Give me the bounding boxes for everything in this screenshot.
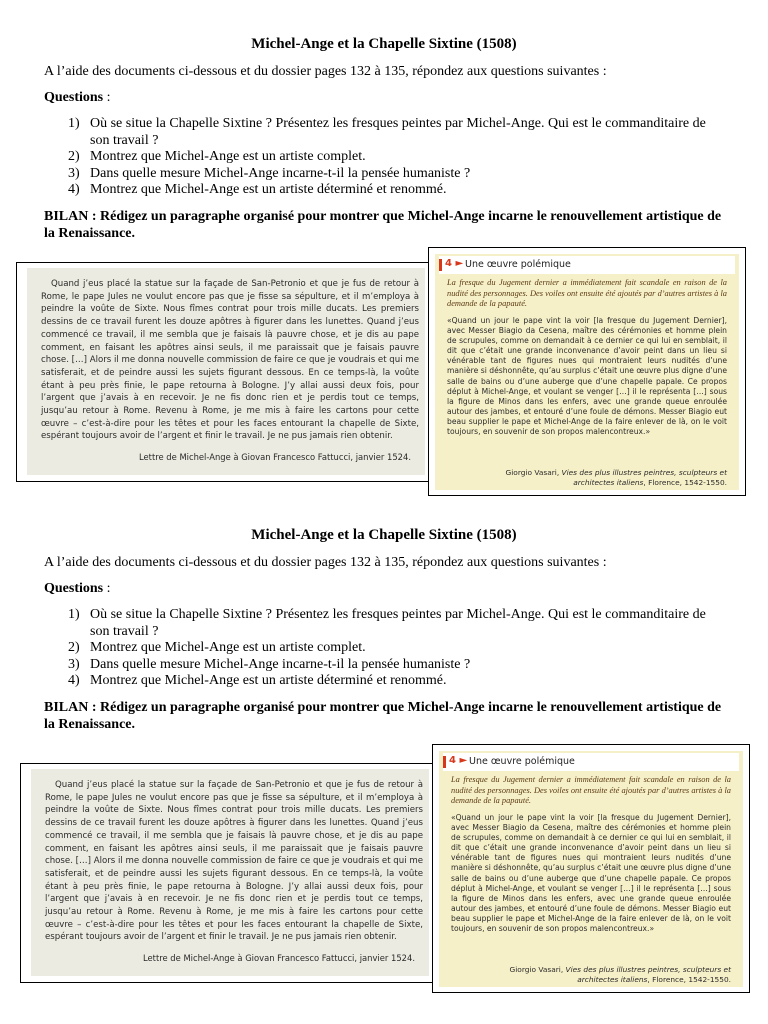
document-vasari [428,247,746,496]
letter-text: Quand j’eus placé la statue sur la façade de San-Petronio et que je fus de retour à Rome, le pape Jules ne voulut encore pas que je fisse sa sépulture, et il m’employa à peindre la voûte de Sixte. Nous fîmes contrat pour trois mille ducats. Les premiers dessins de ce travail furent les douze apôtres à figurer dans les lunettes. Quand j’eus commencé ce travail, il me sembla que je faisais là pauvre chose, et je dis au pape comment, en faisant les apôtres ainsi seuls, il me paraissait que je faisais pauvre chose. […] Alors il me donna nouvelle commission de faire ce que je voudrais et qui me satisferait, et de peindre aussi les sujets figurant dessous. En ce temps-là, la voûte étant à peu près finie, le pape retourna à Bologne. J’y allai aussi deux fois, pour l’argent que j’avais à en recevoir. Je ne fis donc rien et je perdis tout ce temps, jusqu’au retour à Rome. Revenu à Rome, je me mis à faire les cartons pour cette œuvre – c’est-à-dire pour les têtes et pour les faces entourant la chapelle de Sixte, espérant toujours avoir de l’argent et finir le travail. Je ne pus jamais rien obtenir. [45,780,423,943]
question-text: Montrez que Michel-Ange est un artiste déterminé et renommé. [90,673,447,688]
vasari-header [439,256,735,274]
question-item [44,166,724,183]
question-item [44,657,724,674]
vasari-intro: La fresque du Jugement dernier a immédiatement fait scandale en raison de la nudité des personnages. Des voiles ont ensuite été ajoutés par d’autres artistes à la demande de la papauté. [451,775,731,805]
question-number: 2) [68,640,80,655]
question-item [44,640,724,657]
letter-source: Lettre de Michel-Ange à Giovan Francesco Fattucci, janvier 1524. [139,452,411,463]
question-item [44,673,724,690]
question-text: Dans quelle mesure Michel-Ange incarne-t-il la pensée humaniste ? [90,165,471,181]
questions-suffix: : [103,581,111,596]
vasari-heading: Une œuvre polémique [469,756,575,767]
question-text: Dans quelle mesure Michel-Ange incarne-t-il la pensée humaniste ? [90,656,471,672]
questions-label: Questions [44,581,104,596]
question-number: 1) [68,116,80,131]
questions-label: Questions [44,90,104,105]
letter-text: Quand j’eus placé la statue sur la façade de San-Petronio et que je fus de retour à Rome, le pape Jules ne voulut encore pas que je fisse sa sépulture, et il m’employa à peindre la voûte de Sixte. Nous fîmes contrat pour trois mille ducats. Les premiers dessins de ce travail furent les douze apôtres à figurer dans les lunettes. Quand j’eus commencé ce travail, il me sembla que je faisais là pauvre chose, et je dis au pape comment, en faisant les apôtres ainsi seuls, il me paraissait que je faisais pauvre chose. […] Alors il me donna nouvelle commission de faire ce que je voudrais et qui me satisferait, et de peindre aussi les sujets figurant dessous. En ce temps-là, la voûte étant à peu près finie, le pape retourna à Bologne. J’y allai aussi deux fois, pour l’argent que j’avais à en recevoir. Je ne fis donc rien et je perdis tout ce temps, jusqu’au retour à Rome. Revenu à Rome, je me mis à faire les cartons pour cette œuvre – c’est-à-dire pour les têtes et pour les faces entourant la chapelle de Sixte, espérant toujours avoir de l’argent et finir le travail. Je ne pus jamais rien obtenir. [41,279,419,442]
question-text: Où se situe la Chapelle Sixtine ? Présentez les fresques peintes par Michel-Ange. Qui est le commanditaire de son travail ? [90,116,706,148]
questions-heading [44,581,111,597]
document-number: 4 ► [449,755,468,766]
worksheet-instructions: A l’aide des documents ci-dessous et du dossier pages 132 à 135, répondez aux questions suivantes : [44,555,607,570]
bilan-assignment: BILAN : Rédigez un paragraphe organisé pour montrer que Michel-Ange incarne le renouvellement artistique de la Renaissance. [44,209,722,241]
worksheet-title: Michel-Ange et la Chapelle Sixtine (1508) [251,36,517,52]
header-accent-bar [443,756,446,768]
header-accent-bar [439,259,442,271]
question-list [44,607,724,690]
bilan-assignment: BILAN : Rédigez un paragraphe organisé pour montrer que Michel-Ange incarne le renouvellement artistique de la Renaissance. [44,700,722,732]
letter-source: Lettre de Michel-Ange à Giovan Francesco Fattucci, janvier 1524. [143,953,415,964]
vasari-source: Giorgio Vasari, Vies des plus illustres peintres, sculpteurs et architectes italiens, Florence, 1542-1550. [505,468,727,487]
questions-heading [44,90,111,106]
question-number: 2) [68,149,80,164]
letter-scan [27,268,425,475]
question-number: 1) [68,607,80,622]
vasari-quote: «Quand un jour le pape vint la voir [la fresque du Jugement Dernier], avec Messer Biagio da Cesena, maître des cérémonies et homme plein de scrupules, comme on demandait à ce dernier ce qui lui en semblait, il dit que c’était une grande inconvenance d’avoir peint dans un lieu si vénérable tant de figures nues qui montraient leurs nudités d’une manière si déshonnête, qu’au surplus c’était une œuvre plus digne d’une salle de bains ou d’une auberge que d’une chapelle papale. Ce propos déplut à Michel-Ange, et voulant se venger […] il le représenta […] sous la figure de Minos dans les enfers, avec une grande queue enroulée autour des jambes, et entouré d’une foule de démons. Messer Biagio eut beau supplier le pape et Michel-Ange de la faire enlever de là, on le voit toujours, en souvenir de son propos malencontreux.» [451,813,731,934]
question-number: 4) [68,182,80,197]
question-text: Montrez que Michel-Ange est un artiste complet. [90,640,366,655]
question-list [44,116,724,199]
worksheet-title: Michel-Ange et la Chapelle Sixtine (1508) [251,527,517,543]
worksheet-instructions: A l’aide des documents ci-dessous et du dossier pages 132 à 135, répondez aux questions suivantes : [44,64,607,79]
question-item [44,182,724,199]
vasari-heading: Une œuvre polémique [465,259,571,270]
document-number: 4 ► [445,258,464,269]
question-number: 3) [68,656,80,672]
document-letter [16,262,430,482]
question-item [44,116,724,149]
vasari-quote: «Quand un jour le pape vint la voir [la fresque du Jugement Dernier], avec Messer Biagio da Cesena, maître des cérémonies et homme plein de scrupules, comme on demandait à ce dernier ce qui lui en semblait, il dit que c’était une grande inconvenance d’avoir peint dans un lieu si vénérable tant de figures nues qui montraient leurs nudités d’une manière si déshonnête, qu’au surplus c’était une œuvre plus digne d’une salle de bains ou d’une auberge que d’une chapelle papale. Ce propos déplut à Michel-Ange, et voulant se venger […] il le représenta […] sous la figure de Minos dans les enfers, avec une grande queue enroulée autour des jambes, et entouré d’une foule de démons. Messer Biagio eut beau supplier le pape et Michel-Ange de la faire enlever de là, on le voit toujours, en souvenir de son propos malencontreux.» [447,316,727,437]
document-vasari [432,744,750,993]
document-letter [20,763,434,983]
question-number: 3) [68,165,80,181]
question-item [44,607,724,640]
question-text: Montrez que Michel-Ange est un artiste complet. [90,149,366,164]
vasari-scan [439,751,743,987]
question-text: Montrez que Michel-Ange est un artiste déterminé et renommé. [90,182,447,197]
letter-scan [31,769,429,976]
question-item [44,149,724,166]
vasari-intro: La fresque du Jugement dernier a immédiatement fait scandale en raison de la nudité des personnages. Des voiles ont ensuite été ajoutés par d’autres artistes à la demande de la papauté. [447,278,727,308]
vasari-header [443,753,739,771]
question-number: 4) [68,673,80,688]
worksheet-copy-2 [0,491,768,1003]
questions-suffix: : [103,90,111,105]
vasari-source: Giorgio Vasari, Vies des plus illustres peintres, sculpteurs et architectes italiens, Florence, 1542-1550. [509,965,731,984]
vasari-scan [435,254,739,490]
question-text: Où se situe la Chapelle Sixtine ? Présentez les fresques peintes par Michel-Ange. Qui est le commanditaire de son travail ? [90,607,706,639]
